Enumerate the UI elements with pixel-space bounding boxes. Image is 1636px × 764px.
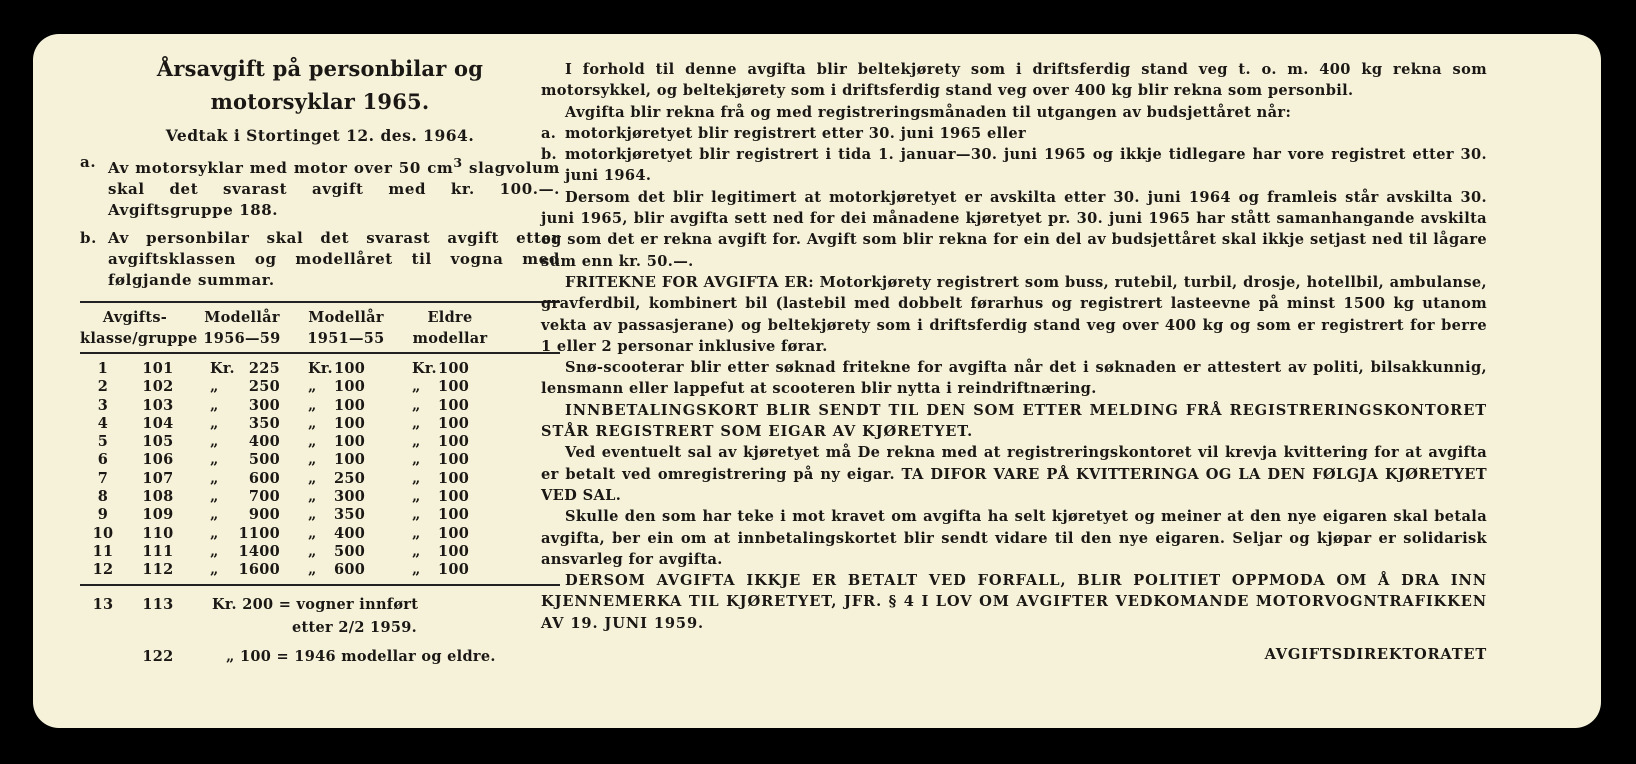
- cell-older-prefix: „: [412, 561, 421, 579]
- fee-table: [80, 301, 560, 668]
- cell-older-prefix: „: [412, 451, 421, 469]
- header-older-models: [398, 307, 502, 349]
- title-line-2: motorsyklar 1965.: [210, 89, 430, 114]
- cell-1956-59-value: 225: [248, 360, 280, 377]
- cell-1951-55-prefix: „: [308, 469, 317, 487]
- footer-group-122: 122: [142, 647, 174, 665]
- cell-1951-55-value: 500: [334, 542, 366, 560]
- cell-older-prefix: „: [412, 433, 421, 451]
- title-line-1: Årsavgift på personbilar og: [156, 56, 484, 81]
- header-model-1951-55-line2: 1951—55: [307, 330, 385, 347]
- cell-1956-59-value: 700: [248, 488, 280, 506]
- cell-older: [398, 360, 502, 378]
- cell-older-value: 100: [438, 378, 470, 396]
- cell-class: 9: [97, 506, 109, 524]
- paragraph-a-text: [108, 152, 560, 221]
- left-column: [80, 52, 560, 668]
- cell-1956-59: [190, 433, 294, 451]
- cell-1956-59-prefix: „: [210, 378, 219, 396]
- cell-1951-55-value: 400: [334, 524, 366, 542]
- cell-1951-55-prefix: „: [308, 506, 317, 524]
- table-row: [80, 415, 560, 433]
- condition-a-marker: a.: [541, 124, 557, 142]
- header-class-group-line1: Avgifts-: [102, 309, 168, 326]
- cell-older-value: 100: [438, 469, 470, 487]
- cell-older-value: 100: [438, 396, 470, 414]
- cell-1956-59: [190, 525, 294, 543]
- table-footer: [80, 586, 560, 668]
- cell-group: 103: [142, 396, 174, 414]
- cell-1956-59-value: 500: [248, 451, 280, 469]
- condition-b-text: motorkjøretyet blir registrert i tida 1. januar—30. juni 1965 og ikkje tidlegare har vore registret etter 30. juni 1964.: [565, 146, 1487, 185]
- cell-group: 102: [142, 378, 174, 396]
- cell-1951-55-value: 100: [334, 451, 366, 469]
- table-row: [80, 506, 560, 524]
- cell-1956-59-value: 600: [248, 469, 280, 487]
- cell-1956-59-prefix: „: [210, 506, 219, 524]
- cell-1956-59-value: 900: [248, 506, 280, 524]
- cell-1951-55-prefix: „: [308, 542, 317, 560]
- cell-1956-59-value: 250: [248, 378, 280, 396]
- cell-1951-55: [294, 488, 398, 506]
- cell-older-value: 100: [438, 561, 470, 579]
- paragraph-b-marker: b.: [80, 229, 97, 247]
- footer-row-113: [80, 593, 560, 616]
- cell-1956-59-value: 300: [248, 396, 280, 414]
- cell-1951-55-value: 100: [334, 433, 366, 451]
- footer-text-113: Kr. 200 = vogner innført: [212, 595, 419, 613]
- cell-1951-55-value: 100: [334, 414, 366, 432]
- cell-1951-55-value: 100: [334, 396, 366, 414]
- paragraph-sal: Ved eventuelt sal av kjøretyet må De rekna med at registreringskontoret vil krevja kvittering for at avgifta er betalt ved omregistrering på ny eigar. TA DIFOR VARE PÅ KVITTERINGA OG LA DEN FØLGJA KJØRETYET VED SAL.: [541, 444, 1487, 504]
- cell-older-value: 100: [438, 451, 470, 469]
- condition-a: [541, 123, 1487, 144]
- paragraph-snoscooter: Snø-scooterar blir etter søknad fritekne for avgifta når det i søknaden er attestert av politi, bilsakkunnig, lensmann eller lappefut at scooteren blir nytta i reindriftnæring.: [541, 359, 1487, 398]
- paragraph-a: [80, 152, 560, 221]
- cell-1951-55-prefix: Kr.: [308, 360, 333, 377]
- cell-1951-55-prefix: „: [308, 396, 317, 414]
- document-subtitle: Vedtak i Stortinget 12. des. 1964.: [165, 126, 475, 145]
- cell-1956-59-prefix: „: [210, 469, 219, 487]
- header-model-1951-55: [294, 307, 398, 349]
- right-column: [541, 59, 1487, 665]
- cell-1951-55: [294, 378, 398, 396]
- cell-1956-59: [190, 470, 294, 488]
- cell-1951-55: [294, 561, 398, 579]
- table-row: [80, 378, 560, 396]
- paragraph-forfall: DERSOM AVGIFTA IKKJE ER BETALT VED FORFALL, BLIR POLITIET OPPMODA OM Å DRA INN KJENNEMERKA TIL KJØRETYET, JFR. § 4 I LOV OM AVGIFTER VEDKOMANDE MOTORVOGNTRAFIKKEN AV 19. JUNI 1959.: [541, 572, 1487, 632]
- cell-1951-55: [294, 506, 398, 524]
- cell-class: 8: [97, 488, 109, 506]
- footer-row-122: [80, 645, 560, 668]
- cell-older: [398, 415, 502, 433]
- table-row: [80, 451, 560, 469]
- paragraph-a-text-start: Av motorsyklar med motor over 50 cm: [108, 159, 454, 177]
- cell-older-prefix: „: [412, 506, 421, 524]
- cell-1956-59: [190, 397, 294, 415]
- cell-older-value: 100: [438, 506, 470, 524]
- cell-group: 104: [142, 414, 174, 432]
- header-model-1956-59: [190, 307, 294, 349]
- cell-1956-59-prefix: „: [210, 524, 219, 542]
- cell-group: 112: [142, 561, 174, 579]
- cell-1956-59-prefix: „: [210, 542, 219, 560]
- condition-b-marker: b.: [541, 146, 557, 164]
- paragraph-avskilta: Dersom det blir legitimert at motorkjøretyet er avskilta etter 30. juni 1964 og framleis står avskilta 30. juni 1965, blir avgifta sett ned for dei månadene kjøretyet pr. 30. juni 1965 har stått samanhangande avskilta og som det er rekna avgift for. Avgift som blir rekna for ein del av budsjettåret skal ikkje setjast ned til lågare sum enn kr. 50.—.: [541, 188, 1487, 270]
- cell-1951-55-value: 350: [334, 506, 366, 524]
- cell-older: [398, 561, 502, 579]
- table-row: [80, 543, 560, 561]
- header-older-models-line2: modellar: [412, 330, 488, 347]
- cell-older: [398, 525, 502, 543]
- signature: AVGIFTSDIREKTORATET: [1264, 646, 1487, 664]
- cell-group: 110: [142, 524, 174, 542]
- table-row: [80, 470, 560, 488]
- cell-1951-55: [294, 525, 398, 543]
- cell-class: 11: [92, 542, 114, 560]
- cell-group: 101: [142, 360, 174, 377]
- footer-class-13: 13: [92, 595, 114, 613]
- cell-older-value: 100: [438, 488, 470, 506]
- cell-1956-59-prefix: „: [210, 433, 219, 451]
- table-row: [80, 488, 560, 506]
- cell-older: [398, 378, 502, 396]
- cell-older: [398, 543, 502, 561]
- header-model-1956-59-line2: 1956—59: [203, 330, 281, 347]
- header-class-group-line2: klasse/gruppe: [80, 330, 198, 347]
- paragraph-b: [80, 228, 560, 291]
- cell-older-prefix: „: [412, 524, 421, 542]
- cell-1951-55-prefix: „: [308, 433, 317, 451]
- cell-older-prefix: „: [412, 542, 421, 560]
- cell-1951-55: [294, 397, 398, 415]
- cell-older-value: 100: [438, 360, 470, 377]
- header-older-models-line1: Eldre: [427, 309, 473, 326]
- cell-1956-59-prefix: „: [210, 414, 219, 432]
- header-model-1956-59-line1: Modellår: [204, 309, 280, 326]
- paragraph-a-text-end: slagvolum skal det svarast avgift med kr. 100.—. Avgiftsgruppe 188.: [108, 159, 560, 219]
- paragraph-beltekjorety: I forhold til denne avgifta blir beltekjørety som i driftsferdig stand veg t. o. m. 400 kg rekna som motorsykkel, og beltekjørety som i driftsferdig stand veg over 400 kg blir rekna som personbil.: [541, 61, 1487, 100]
- table-row: [80, 433, 560, 451]
- cell-1956-59: [190, 378, 294, 396]
- footer-text-113-cont: etter 2/2 1959.: [292, 618, 417, 636]
- cell-group: 105: [142, 433, 174, 451]
- cell-1951-55-value: 300: [334, 488, 366, 506]
- footer-class-empty: [80, 645, 126, 668]
- cell-1956-59: [190, 360, 294, 378]
- paragraph-a-marker: a.: [80, 153, 97, 171]
- cell-older-prefix: „: [412, 488, 421, 506]
- cell-1956-59-value: 350: [248, 414, 280, 432]
- cell-older: [398, 488, 502, 506]
- header-class-group: [80, 307, 198, 349]
- cell-class: 12: [92, 561, 114, 579]
- cell-class: 7: [97, 469, 109, 487]
- cell-older-value: 100: [438, 414, 470, 432]
- cell-group: 106: [142, 451, 174, 469]
- cell-class: 4: [97, 414, 109, 432]
- cell-1956-59: [190, 415, 294, 433]
- paragraph-b-text: Av personbilar skal det svarast avgift etter avgiftsklassen og modellåret til vogna med følgjande summar.: [108, 229, 560, 289]
- cell-1951-55-prefix: „: [308, 524, 317, 542]
- cell-1951-55-prefix: „: [308, 488, 317, 506]
- cell-1956-59: [190, 543, 294, 561]
- footer-text-122: „ 100 = 1946 modellar og eldre.: [226, 647, 496, 665]
- cell-1951-55: [294, 360, 398, 378]
- document-title: [80, 52, 560, 118]
- cell-1951-55: [294, 543, 398, 561]
- condition-a-text: motorkjøretyet blir registrert etter 30. juni 1965 eller: [565, 124, 1027, 142]
- cell-1951-55: [294, 470, 398, 488]
- cell-older: [398, 470, 502, 488]
- cell-older-prefix: „: [412, 396, 421, 414]
- cell-1951-55-value: 250: [334, 469, 366, 487]
- cell-1956-59: [190, 451, 294, 469]
- cell-1951-55: [294, 415, 398, 433]
- header-model-1951-55-line1: Modellår: [308, 309, 384, 326]
- table-row: [80, 561, 560, 579]
- cell-older-prefix: „: [412, 469, 421, 487]
- cell-1956-59-prefix: „: [210, 451, 219, 469]
- cell-1951-55: [294, 451, 398, 469]
- cell-older-prefix: „: [412, 378, 421, 396]
- footer-row-113-cont: [80, 616, 560, 639]
- cell-group: 109: [142, 506, 174, 524]
- cell-group: 111: [142, 542, 174, 560]
- document-card: [33, 34, 1601, 728]
- table-row: [80, 360, 560, 378]
- cell-older: [398, 433, 502, 451]
- cell-class: 5: [97, 433, 109, 451]
- condition-b: [541, 144, 1487, 187]
- cell-older: [398, 451, 502, 469]
- table-row: [80, 397, 560, 415]
- cell-older-value: 100: [438, 542, 470, 560]
- cell-1956-59-value: 1100: [238, 524, 280, 542]
- cell-1951-55-prefix: „: [308, 378, 317, 396]
- cell-1951-55-prefix: „: [308, 561, 317, 579]
- cell-1956-59-value: 1400: [238, 542, 280, 560]
- superscript-3: 3: [453, 155, 463, 170]
- cell-1951-55-value: 600: [334, 561, 366, 579]
- cell-class: 10: [92, 524, 114, 542]
- cell-class: 3: [97, 396, 109, 414]
- cell-class: 6: [97, 451, 109, 469]
- cell-class: 1: [97, 360, 109, 377]
- cell-class: 2: [97, 378, 109, 396]
- footer-group-113: 113: [142, 595, 174, 613]
- cell-1956-59: [190, 561, 294, 579]
- paragraph-ny-eigar: Skulle den som har teke i mot kravet om avgifta ha selt kjøretyet og meiner at den nye eigaren skal betala avgifta, ber ein om at innbetalingskortet blir sendt vidare til den nye eigaren. Seljar og kjøpar er solidarisk ansvarleg for avgifta.: [541, 508, 1487, 568]
- cell-1951-55: [294, 433, 398, 451]
- cell-1951-55-prefix: „: [308, 414, 317, 432]
- cell-1951-55-value: 100: [334, 378, 366, 396]
- cell-older-prefix: Kr.: [412, 360, 437, 377]
- cell-1956-59: [190, 488, 294, 506]
- cell-group: 107: [142, 469, 174, 487]
- cell-1956-59-prefix: „: [210, 561, 219, 579]
- cell-1956-59-prefix: „: [210, 396, 219, 414]
- table-header: [80, 303, 560, 352]
- cell-older-prefix: „: [412, 414, 421, 432]
- cell-1956-59-prefix: „: [210, 488, 219, 506]
- paragraph-fritekne: FRITEKNE FOR AVGIFTA ER: Motorkjørety registrert som buss, rutebil, turbil, drosje, hotellbil, ambulanse, gravferdbil, kombinert bil (lastebil med dobbelt førarhus og registrert lasteevne på minst 1500 kg utanom vekta av passasjerane) og beltekjørety som i driftsferdig stand veg over 400 kg og som er registrert for berre 1 eller 2 personar inklusive førar.: [541, 273, 1487, 355]
- cell-older: [398, 397, 502, 415]
- cell-1951-55-prefix: „: [308, 451, 317, 469]
- cell-1951-55-value: 100: [334, 360, 366, 377]
- paragraph-avgift-frå: Avgifta blir rekna frå og med registreringsmånaden til utgangen av budsjettåret når:: [565, 103, 1292, 121]
- cell-1956-59-value: 1600: [238, 561, 280, 579]
- cell-older-value: 100: [438, 524, 470, 542]
- cell-older-value: 100: [438, 433, 470, 451]
- cell-older: [398, 506, 502, 524]
- table-row: [80, 525, 560, 543]
- table-body: [80, 354, 560, 584]
- cell-group: 108: [142, 488, 174, 506]
- paragraph-innbetalingskort: INNBETALINGSKORT BLIR SENDT TIL DEN SOM ETTER MELDING FRÅ REGISTRERINGSKONTORET STÅR REGISTRERT SOM EIGAR AV KJØRETYET.: [541, 401, 1487, 441]
- cell-1956-59-prefix: Kr.: [210, 360, 235, 377]
- cell-1956-59: [190, 506, 294, 524]
- cell-1956-59-value: 400: [248, 433, 280, 451]
